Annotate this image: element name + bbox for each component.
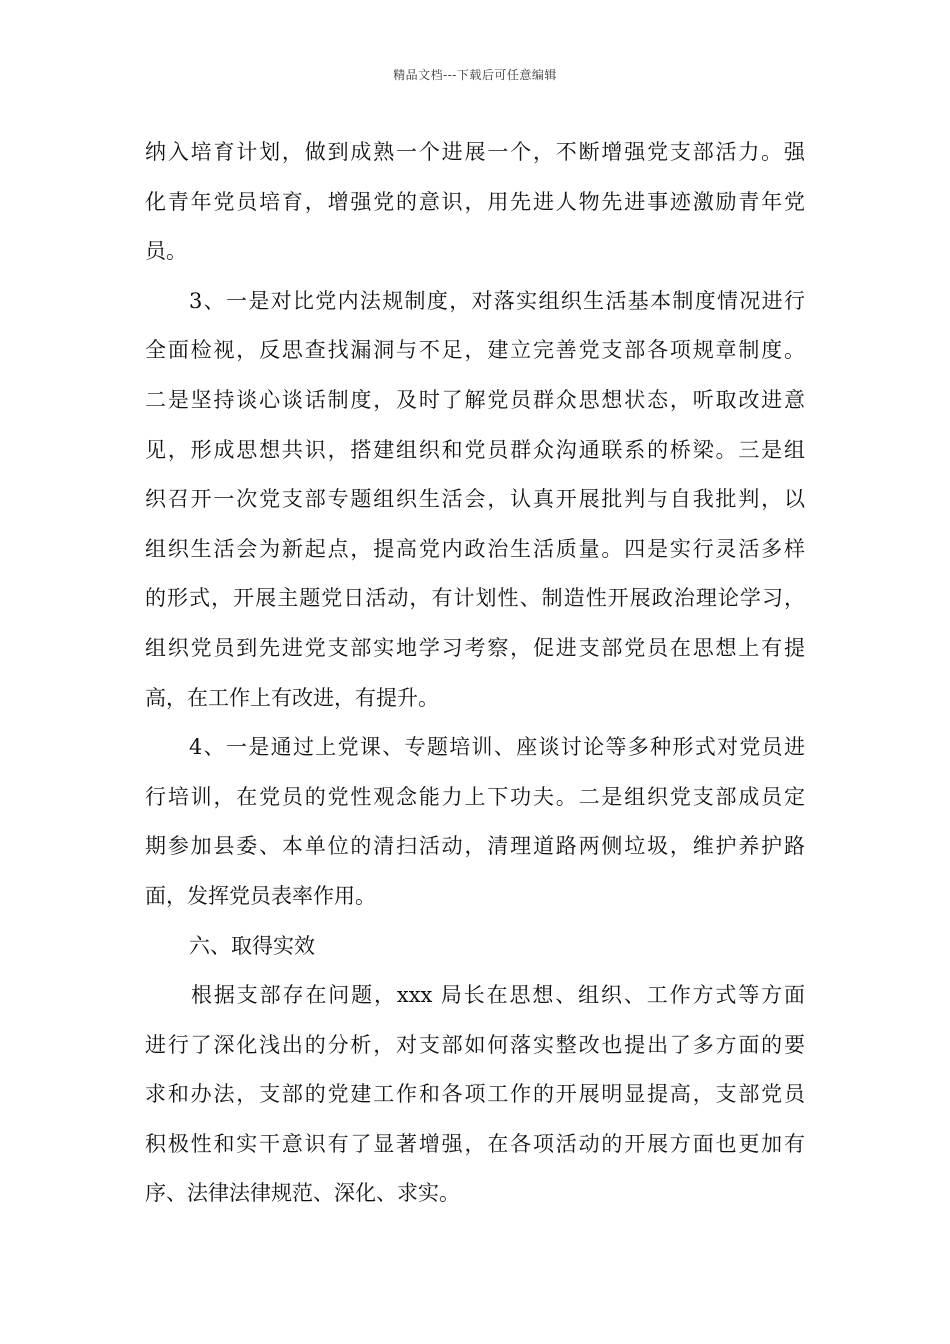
paragraph-line: 全面检视，反思查找漏洞与不足，建立完善党支部各项规章制度。 <box>145 338 805 363</box>
paragraph-line: 二是坚持谈心谈话制度，及时了解党员群众思想状态，听取改进意 <box>145 387 805 412</box>
paragraph-line: 根据支部存在问题，xxx 局长在思想、组织、工作方式等方面 <box>191 983 805 1008</box>
paragraph-line: 纳入培育计划，做到成熟一个进展一个，不断增强党支部活力。强 <box>145 140 805 164</box>
paragraph-line: 高，在工作上有改进，有提升。 <box>145 685 439 710</box>
paragraph-line: 期参加县委、本单位的清扫活动，清理道路两侧垃圾，维护养护路 <box>145 834 805 859</box>
document-body <box>145 128 805 1219</box>
paragraph-line: 求和办法，支部的党建工作和各项工作的开展明显提高，支部党员 <box>145 1082 805 1107</box>
paragraph-line: 织召开一次党支部专题组织生活会，认真开展批判与自我批判，以 <box>145 487 805 512</box>
paragraph-line: 面，发挥党员表率作用。 <box>145 883 376 908</box>
page-header: 精品文档---下载后可任意编辑 <box>393 68 557 82</box>
paragraph-line: 化青年党员培育，增强党的意识，用先进人物先进事迹激励青年党 <box>145 189 805 214</box>
paragraph-line: 组织党员到先进党支部实地学习考察，促进支部党员在思想上有提 <box>145 635 805 660</box>
paragraph-line: 的形式，开展主题党日活动，有计划性、制造性开展政治理论学习， <box>145 586 805 611</box>
paragraph-line: 序、法律法律规范、深化、求实。 <box>145 1181 460 1206</box>
paragraph-line: 员。 <box>145 239 187 264</box>
paragraph-line: 积极性和实干意识有了显著增强，在各项活动的开展方面也更加有 <box>145 1131 805 1156</box>
paragraph-line: 见，形成思想共识，搭建组织和党员群众沟通联系的桥梁。三是组 <box>145 437 805 462</box>
paragraph-line: 行培训，在党员的党性观念能力上下功夫。二是组织党支部成员定 <box>145 784 805 809</box>
section-heading: 六、取得实效 <box>189 933 315 958</box>
paragraph-line: 4、一是通过上党课、专题培训、座谈讨论等多种形式对党员进 <box>189 735 805 760</box>
paragraph-line: 3、一是对比党内法规制度，对落实组织生活基本制度情况进行 <box>189 288 805 313</box>
paragraph-line: 组织生活会为新起点，提高党内政治生活质量。四是实行灵活多样 <box>145 536 805 561</box>
paragraph-line: 进行了深化浅出的分析，对支部如何落实整改也提出了多方面的要 <box>145 1032 805 1057</box>
